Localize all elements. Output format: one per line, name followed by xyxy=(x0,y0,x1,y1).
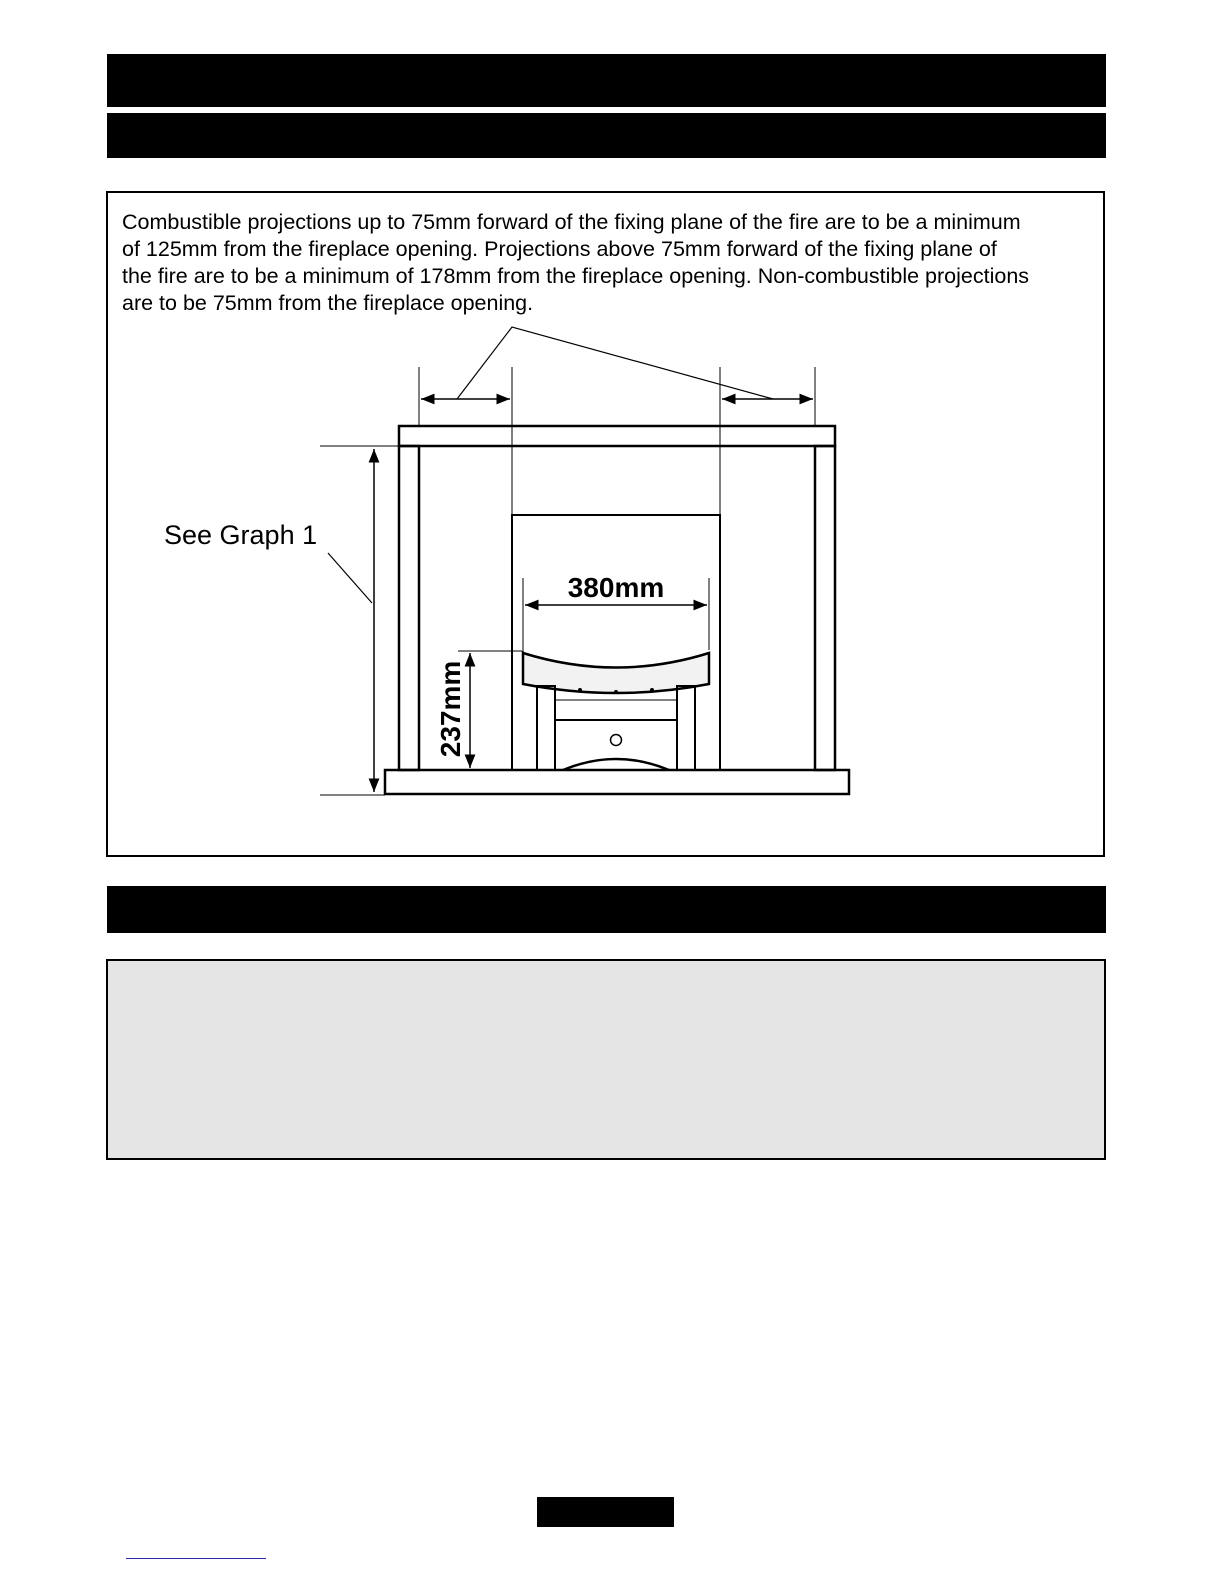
section-header-bar xyxy=(107,886,1106,933)
surround-leg-left xyxy=(399,446,419,770)
grey-info-panel xyxy=(106,959,1106,1160)
fire-ashpan xyxy=(563,759,669,770)
page-number-tab xyxy=(537,1497,674,1527)
graph-leader-line xyxy=(328,553,372,603)
clearances-description: Combustible projections up to 75mm forward of the fixing plane of the fire are to be a minimum of 125mm from the fireplace opening. Projections above 75mm forward of the fixing plane of the fire are to be a minimum of 178mm from the fireplace opening. Non-combustible projections are to be 75mm from the fireplace opening. xyxy=(122,210,1030,315)
fire-control-knob xyxy=(611,735,622,746)
fireplace-opening xyxy=(512,515,720,770)
fire-rivet xyxy=(651,689,654,692)
fire-leg-right xyxy=(677,686,695,770)
projection-leader-line xyxy=(457,327,773,399)
fire-width-label: 380mm xyxy=(567,572,665,603)
surround-leg-right xyxy=(815,446,835,770)
fire-leg-left xyxy=(537,686,555,770)
graph-reference-label: See Graph 1 xyxy=(164,520,318,550)
hearth xyxy=(385,770,849,794)
mantel-shelf xyxy=(399,426,835,446)
fire-rivet xyxy=(579,689,582,692)
fire-rivet xyxy=(615,691,618,694)
bottom-link-line xyxy=(126,1558,266,1559)
fire-height-label: 237mm xyxy=(435,660,466,758)
